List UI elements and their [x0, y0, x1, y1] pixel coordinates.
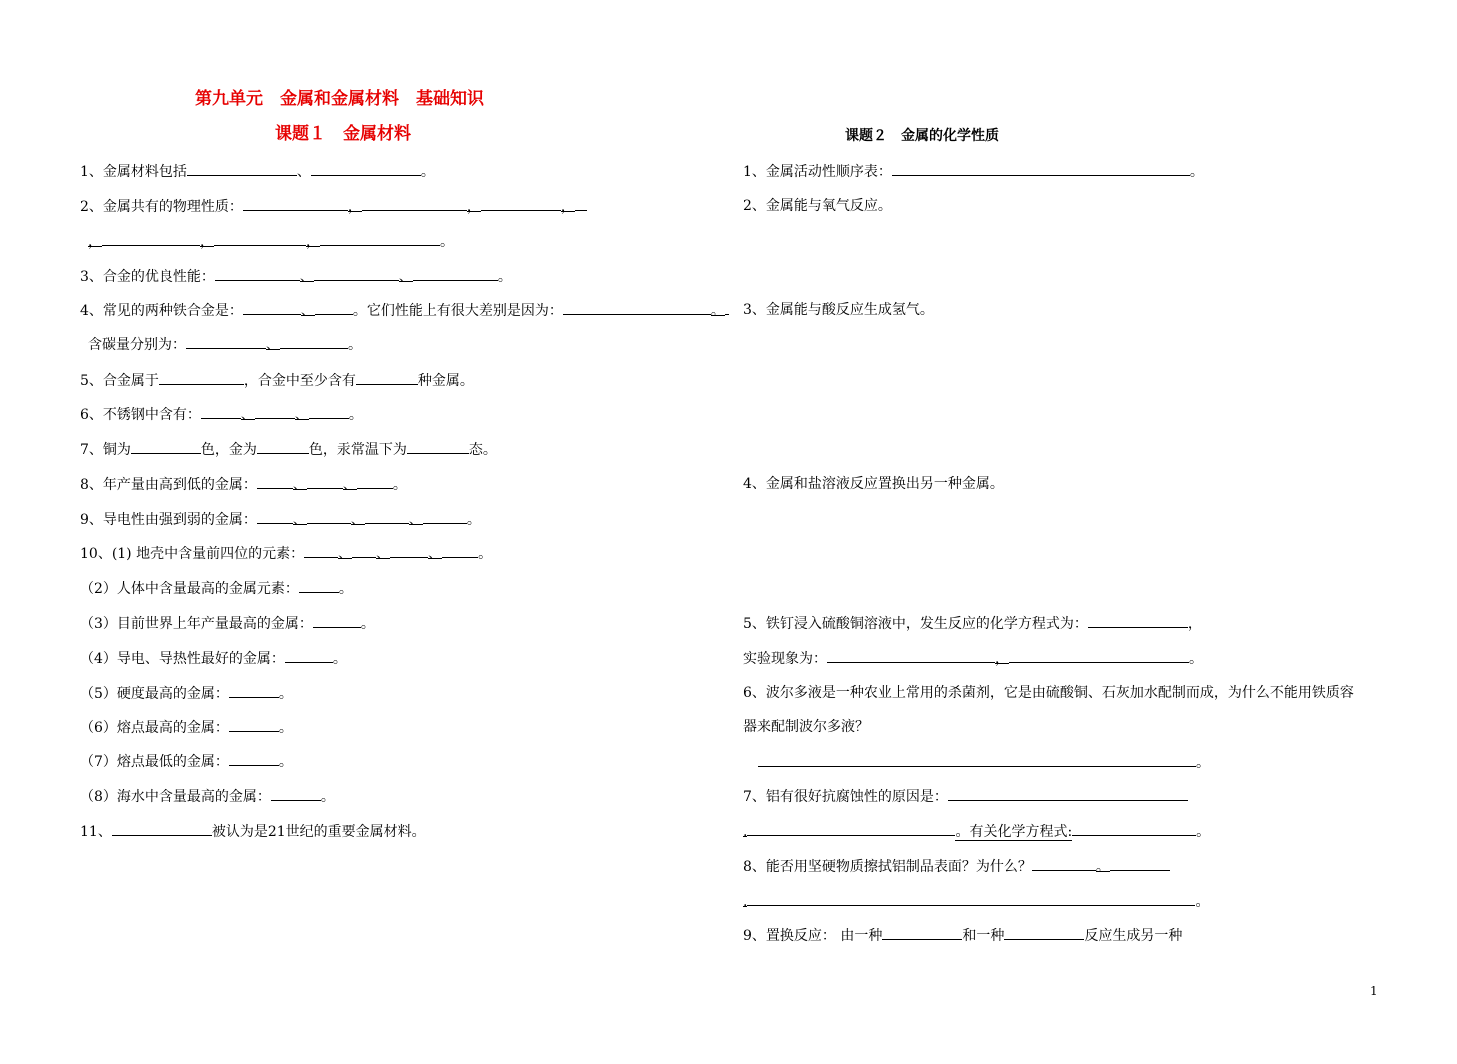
- blank[interactable]: [320, 232, 440, 246]
- blank[interactable]: [747, 822, 955, 836]
- left-q10-8: [80, 787, 335, 806]
- end: 。: [478, 546, 493, 562]
- right-q2: 2、金属能与氧气反应。: [743, 198, 892, 214]
- blank[interactable]: [362, 197, 467, 211]
- blank[interactable]: [229, 684, 279, 698]
- end: 。: [440, 234, 454, 250]
- right-q1: [743, 162, 1204, 181]
- blank[interactable]: [215, 267, 300, 281]
- end: 。: [466, 512, 481, 528]
- sep: 、: [342, 477, 357, 493]
- blank[interactable]: [102, 232, 200, 246]
- blank[interactable]: [243, 301, 301, 315]
- text: （5）硬度最高的金属：: [80, 686, 229, 702]
- left-q9-label: 9、导电性由强到弱的金属：: [80, 512, 257, 528]
- end: 。: [278, 686, 293, 702]
- text: 实验现象为：: [743, 651, 827, 667]
- left-q5-label: 5、合金属于: [80, 373, 159, 389]
- text: 态。: [468, 442, 497, 458]
- blank[interactable]: [285, 649, 333, 663]
- blank[interactable]: [365, 510, 409, 524]
- blank[interactable]: [352, 544, 376, 558]
- text: （7）熔点最低的金属：: [80, 754, 229, 770]
- sep: 、: [398, 269, 413, 285]
- blank[interactable]: [257, 510, 293, 524]
- text: 反应生成另一种: [1084, 928, 1183, 944]
- text: .: [743, 894, 748, 910]
- blank[interactable]: [313, 614, 361, 628]
- sep: 、: [292, 512, 307, 528]
- blank[interactable]: [882, 926, 962, 940]
- sep: 、: [299, 269, 314, 285]
- left-q10: [80, 544, 492, 563]
- blank[interactable]: [307, 510, 351, 524]
- end: 。: [348, 407, 363, 423]
- blank[interactable]: [747, 892, 1195, 906]
- right-q7b: [743, 822, 1210, 841]
- text: 色，汞常温下为: [308, 442, 407, 458]
- text: 和一种: [962, 928, 1005, 944]
- blank[interactable]: [229, 718, 279, 732]
- blank[interactable]: [725, 301, 729, 315]
- left-q6: [80, 405, 363, 424]
- right-q6: 6、波尔多液是一种农业上常用的杀菌剂，它是由硫酸铜、石灰加水配制而成，为什么不能用铁质容: [743, 685, 1354, 701]
- left-q4b: [88, 335, 362, 354]
- blank[interactable]: [758, 753, 1196, 767]
- text: 7、铜为: [80, 442, 131, 458]
- text: 5、铁钉浸入硫酸铜溶液中，发生反应的化学方程式为：: [743, 616, 1088, 632]
- blank[interactable]: [390, 544, 428, 558]
- end: 。: [278, 754, 293, 770]
- text: 1、金属活动性顺序表：: [743, 164, 892, 180]
- right-q7: [743, 787, 1188, 806]
- right-q8b: [743, 892, 1209, 911]
- blank[interactable]: [356, 371, 418, 385]
- left-q7: [80, 440, 497, 459]
- left-q10-2: [80, 579, 353, 598]
- text: 被认为是21世纪的重要金属材料。: [211, 824, 426, 840]
- blank[interactable]: [255, 405, 295, 419]
- lesson2-title: 课题２ 金属的化学性质: [845, 128, 999, 144]
- left-q9: [80, 510, 481, 529]
- blank[interactable]: [1110, 857, 1170, 871]
- end: 。: [1095, 859, 1110, 875]
- mid: ，合金中至少含有: [243, 373, 356, 389]
- sep: 、: [338, 546, 353, 562]
- left-q2-cont: [88, 232, 454, 251]
- sep: 、: [428, 546, 443, 562]
- end: 种金属。: [417, 373, 474, 389]
- left-q8-label: 8、年产量由高到低的金属：: [80, 477, 257, 493]
- blank[interactable]: [948, 787, 1188, 801]
- end: 。: [497, 269, 512, 285]
- right-q3: 3、金属能与酸反应生成氢气。: [743, 302, 934, 318]
- comma: ，: [306, 234, 320, 250]
- lesson1-title: 课题１ 金属材料: [275, 124, 411, 144]
- blank[interactable]: [442, 544, 478, 558]
- right-q8: [743, 857, 1170, 876]
- end: 。: [392, 477, 407, 493]
- mid: 。它们性能上有很大差别是因为：: [352, 303, 563, 319]
- end: 。: [360, 616, 375, 632]
- comma: ，: [200, 234, 214, 250]
- left-q2: [80, 197, 587, 216]
- blank[interactable]: [304, 544, 338, 558]
- blank[interactable]: [229, 752, 279, 766]
- left-q4: [80, 301, 729, 320]
- left-q3: [80, 267, 512, 286]
- end: 。: [338, 581, 353, 597]
- left-q4-label: 4、常见的两种铁合金是：: [80, 303, 243, 319]
- blank[interactable]: [186, 335, 266, 349]
- text: 8、能否用坚硬物质擦拭铝制品表面？为什么？: [743, 859, 1032, 875]
- sep: 、: [350, 512, 365, 528]
- blank[interactable]: [307, 475, 343, 489]
- blank[interactable]: [827, 649, 995, 663]
- sep: 、: [300, 303, 315, 319]
- blank[interactable]: [315, 301, 353, 315]
- blank[interactable]: [311, 162, 421, 176]
- text: （4）导电、导热性最好的金属：: [80, 651, 285, 667]
- blank[interactable]: [1009, 649, 1189, 663]
- text: .: [743, 824, 748, 840]
- text: 色，金为: [200, 442, 257, 458]
- text: （8）海水中含量最高的金属：: [80, 789, 271, 805]
- comma: ，: [347, 199, 362, 215]
- text: （2）人体中含量最高的金属元素：: [80, 581, 299, 597]
- comma: ，: [88, 234, 102, 250]
- left-q1: [80, 162, 435, 181]
- left-q2-label: 2、金属共有的物理性质：: [80, 199, 243, 215]
- blank[interactable]: [214, 232, 306, 246]
- blank[interactable]: [271, 787, 321, 801]
- blank[interactable]: [243, 197, 348, 211]
- page-number: 1: [1370, 984, 1378, 998]
- sep: 、: [294, 407, 309, 423]
- end: 。: [1189, 651, 1203, 667]
- end: 。: [1195, 894, 1210, 910]
- end: 。: [348, 337, 362, 353]
- left-q10-7: [80, 752, 293, 771]
- left-q4b-label: 含碳量分别为：: [88, 337, 186, 353]
- blank[interactable]: [309, 405, 349, 419]
- blank[interactable]: [423, 510, 467, 524]
- blank[interactable]: [187, 162, 297, 176]
- blank[interactable]: [892, 162, 1190, 176]
- end: 。: [320, 789, 335, 805]
- left-q6-label: 6、不锈钢中含有：: [80, 407, 201, 423]
- sep: ，: [995, 651, 1009, 667]
- sep: 、: [408, 512, 423, 528]
- right-q5: [743, 614, 1202, 633]
- left-q5: [80, 371, 474, 390]
- blank[interactable]: [413, 267, 498, 281]
- left-q10-label: 10、(1) 地壳中含量前四位的元素：: [80, 546, 305, 562]
- text: 9、置换反应： 由一种: [743, 928, 883, 944]
- left-q11: [80, 822, 426, 841]
- text: （3）目前世界上年产量最高的金属：: [80, 616, 313, 632]
- end: 。: [420, 164, 435, 180]
- blank[interactable]: [1004, 926, 1084, 940]
- blank[interactable]: [201, 405, 241, 419]
- comma: ，: [560, 199, 575, 215]
- sep: 、: [376, 546, 391, 562]
- blank[interactable]: [407, 440, 469, 454]
- text: （6）熔点最高的金属：: [80, 720, 229, 736]
- blank[interactable]: [257, 440, 309, 454]
- end: 。: [1196, 755, 1210, 771]
- blank[interactable]: [314, 267, 399, 281]
- sep: 、: [296, 164, 311, 180]
- right-q4: 4、金属和盐溶液反应置换出另一种金属。: [743, 476, 1004, 492]
- end: 。: [1189, 164, 1204, 180]
- left-q10-5: [80, 684, 293, 703]
- blank[interactable]: [112, 822, 212, 836]
- text: 7、铝有很好抗腐蚀性的原因是：: [743, 789, 948, 805]
- blank[interactable]: [1088, 614, 1188, 628]
- left-q10-6: [80, 718, 293, 737]
- blank[interactable]: [481, 197, 561, 211]
- right-q6c: [758, 753, 1210, 772]
- text: 。有关化学方程式:: [955, 824, 1073, 840]
- blank[interactable]: [1032, 857, 1096, 871]
- comma: ，: [466, 199, 481, 215]
- blank[interactable]: [299, 579, 339, 593]
- blank[interactable]: [131, 440, 201, 454]
- blank[interactable]: [280, 335, 348, 349]
- blank[interactable]: [257, 475, 293, 489]
- right-q6b: 器来配制波尔多液？: [743, 719, 869, 735]
- blank[interactable]: [575, 197, 587, 211]
- left-q8: [80, 475, 407, 494]
- left-q3-label: 3、合金的优良性能：: [80, 269, 215, 285]
- sep: 、: [292, 477, 307, 493]
- text: 11、: [80, 824, 112, 840]
- blank[interactable]: [1072, 822, 1196, 836]
- right-q9: [743, 926, 1182, 945]
- sep: 、: [240, 407, 255, 423]
- blank[interactable]: [357, 475, 393, 489]
- end: 。: [1196, 824, 1211, 840]
- blank[interactable]: [563, 301, 711, 315]
- left-q1-label: 1、金属材料包括: [80, 164, 187, 180]
- left-q10-3: [80, 614, 375, 633]
- blank[interactable]: [159, 371, 244, 385]
- end: ，: [1187, 616, 1202, 632]
- end: 。: [710, 303, 725, 319]
- right-q5b: [743, 649, 1203, 668]
- end: 。: [278, 720, 293, 736]
- sep: 、: [266, 337, 280, 353]
- page-title: 第九单元 金属和金属材料 基础知识: [195, 89, 484, 109]
- end: 。: [332, 651, 347, 667]
- left-q10-4: [80, 649, 347, 668]
